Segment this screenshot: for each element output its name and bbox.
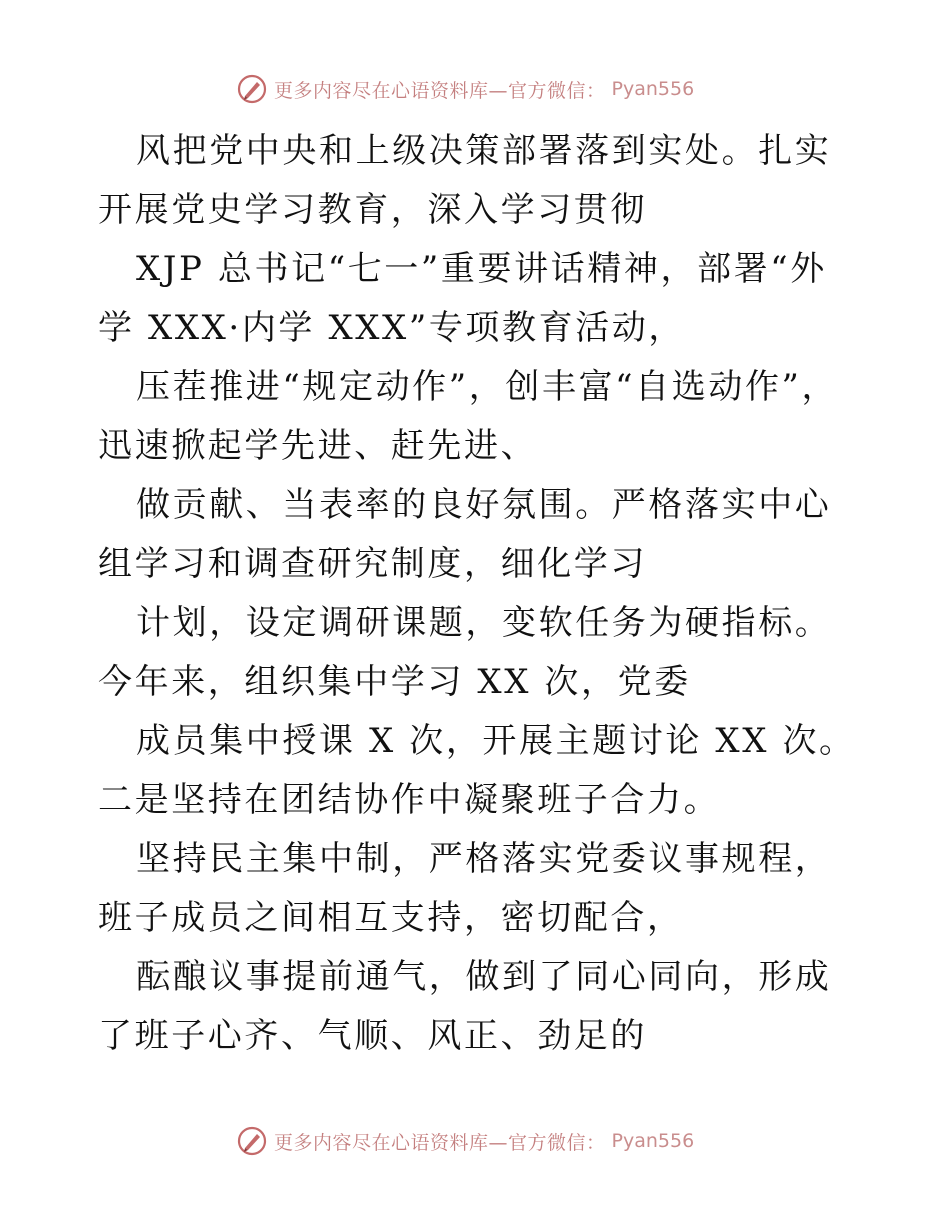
paragraph-5: 计划，设定调研课题，变软任务为硬指标。今年来，组织集中学习 XX 次，党委 <box>98 603 832 702</box>
watermark-text: 更多内容尽在心语资料库—官方微信： <box>274 1131 606 1154</box>
pen-logo-icon <box>236 73 268 105</box>
watermark-brand: Pyan556 <box>611 78 695 100</box>
paragraph-7: 坚持民主集中制，严格落实党委议事规程，班子成员之间相互支持，密切配合， <box>98 839 832 938</box>
watermark-text: 更多内容尽在心语资料库—官方微信： <box>274 79 606 102</box>
paragraph-8: 酝酿议事提前通气，做到了同心同向，形成了班子心齐、气顺、风正、劲足的 <box>98 957 832 1056</box>
paragraph-4: 做贡献、当表率的良好氛围。严格落实中心组学习和调查研究制度，细化学习 <box>98 485 832 584</box>
watermark-brand: Pyan556 <box>611 1130 695 1152</box>
paragraph-3: 压茬推进“规定动作”，创丰富“自选动作”，迅速掀起学先进、赶先进、 <box>98 367 839 466</box>
paragraph-6: 成员集中授课 X 次，开展主题讨论 XX 次。二是坚持在团结协作中凝聚班子合力。 <box>98 721 856 820</box>
paragraph-1: 风把党中央和上级决策部署落到实处。扎实开展党史学习教育，深入学习贯彻 <box>98 131 832 230</box>
footer-watermark <box>236 1124 694 1158</box>
paragraph-2: XJP 总书记“七一”重要讲话精神，部署“外学 XXX·内学 XXX”专项教育活动， <box>98 249 827 348</box>
document-body <box>98 122 858 1066</box>
pen-logo-icon <box>236 1125 268 1157</box>
header-watermark <box>236 72 694 106</box>
